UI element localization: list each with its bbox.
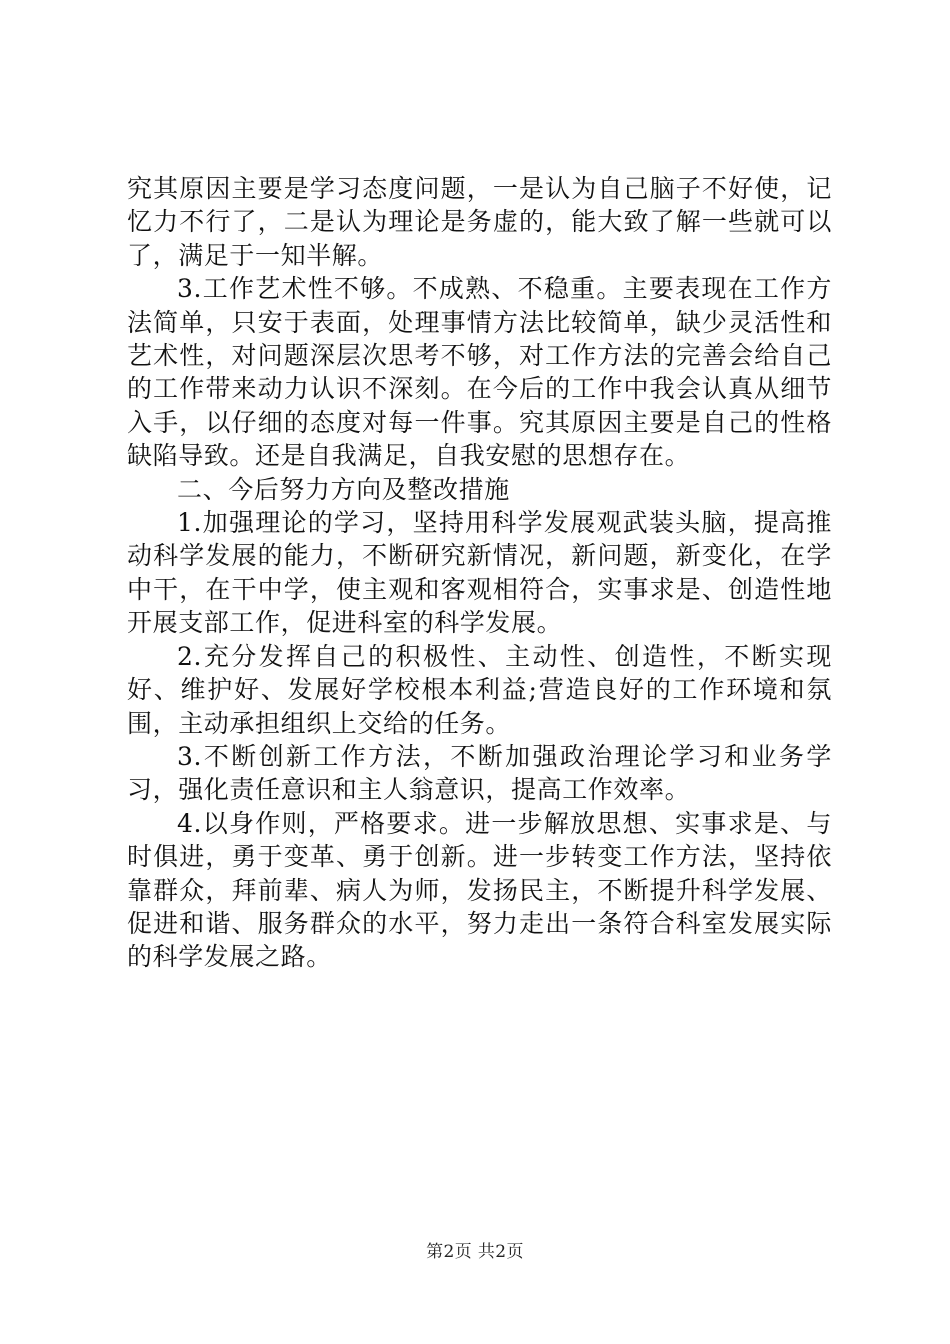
paragraph-measure-3-innovation: 3.不断创新工作方法，不断加强政治理论学习和业务学习，强化责任意识和主人翁意识，提高工作效率。 bbox=[127, 741, 832, 805]
paragraph-cause-continuation: 究其原因主要是学习态度问题，一是认为自己脑子不好使，记忆力不行了，二是认为理论是务虚的，能大致了解一些就可以了，满足于一知半解。 bbox=[127, 174, 832, 270]
page-number-footer: 第2页 共2页 bbox=[426, 1242, 524, 1262]
paragraph-measure-2-initiative: 2.充分发挥自己的积极性、主动性、创造性，不断实现好、维护好、发展好学校根本利益;营造良好的工作环境和氛围，主动承担组织上交给的任务。 bbox=[127, 641, 832, 738]
paragraph-point-3-work-artistry: 3.工作艺术性不够。不成熟、不稳重。主要表现在工作方法简单，只安于表面，处理事情方法比较简单，缺少灵活性和艺术性，对问题深层次思考不够，对工作方法的完善会给自己的工作带来动力认识不深刻。在今后的工作中我会认真从细节入手，以仔细的态度对每一件事。究其原因主要是自己的性格缺陷导致。还是自我满足，自我安慰的思想存在。 bbox=[127, 274, 832, 471]
paragraph-measure-1-theory-study: 1.加强理论的学习，坚持用科学发展观武装头脑，提高推动科学发展的能力，不断研究新情况，新问题，新变化，在学中干，在干中学，使主观和客观相符合，实事求是、创造性地开展支部工作，促进科室的科学发展。 bbox=[127, 508, 832, 638]
document-body bbox=[127, 172, 832, 974]
paragraph-measure-4-lead-by-example: 4.以身作则，严格要求。进一步解放思想、实事求是、与时俱进，勇于变革、勇于创新。进一步转变工作方法，坚持依靠群众，拜前辈、病人为师，发扬民主，不断提升科学发展、促进和谐、服务群众的水平，努力走出一条符合科室发展实际的科学发展之路。 bbox=[127, 808, 832, 972]
section-heading-improvement-measures: 二、今后努力方向及整改措施 bbox=[177, 474, 510, 504]
